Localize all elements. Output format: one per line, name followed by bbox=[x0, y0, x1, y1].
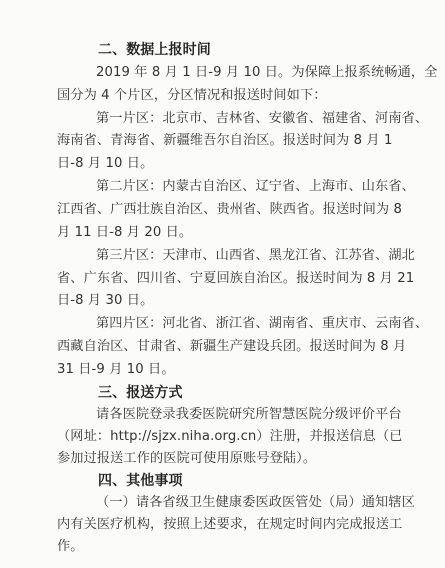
section-heading-reporting-time: 二、数据上报时间 bbox=[98, 42, 211, 58]
paragraph-line: 作。 bbox=[57, 539, 84, 554]
paragraph-line: 内有关医疗机构，按照上述要求，在规定时间内完成报送工 bbox=[57, 517, 403, 532]
paragraph-line: 国分为 4 个片区，分区情况和报送时间如下： bbox=[57, 88, 327, 103]
zone-2-line: 月 11 日-8 月 20 日。 bbox=[57, 225, 193, 240]
zone-3-line: 第三片区：天津市、山西省、黑龙江省、江苏省、湖北 bbox=[96, 248, 415, 263]
paragraph-line: 2019 年 8 月 1 日-9 月 10 日。为保障上报系统畅通，全 bbox=[96, 65, 438, 80]
zone-1-line: 海南省、青海省、新疆维吾尔自治区。报送时间为 8 月 1 bbox=[57, 133, 393, 148]
zone-2-line: 第二片区：内蒙古自治区、辽宁省、上海市、山东省、 bbox=[96, 179, 415, 194]
zone-4-line: 西藏自治区、甘肃省、新疆生产建设兵团。报送时间为 8 月 bbox=[57, 339, 407, 354]
zone-3-line: 省、广东省、四川省、宁夏回族自治区。报送时间为 8 月 21 bbox=[57, 271, 415, 286]
zone-1-line: 日-8 月 10 日。 bbox=[57, 156, 154, 171]
paragraph-line: 参加过报送工作的医院可使用原账号登陆）。 bbox=[57, 451, 317, 466]
section-heading-submission-method: 三、报送方式 bbox=[98, 385, 183, 401]
paragraph-line: （网址：http://sjzx.niha.org.cn）注册，并报送信息（已 bbox=[57, 429, 403, 444]
paragraph-line: （一）请各省级卫生健康委医政医管处（局）通知辖区 bbox=[96, 495, 415, 510]
zone-1-line: 第一片区：北京市、吉林省、安徽省、福建省、河南省、 bbox=[96, 111, 429, 126]
paragraph-line: 请各医院登录我委医院研究所智慧医院分级评价平台 bbox=[96, 407, 402, 422]
zone-4-line: 第四片区：河北省、浙江省、湖南省、重庆市、云南省、 bbox=[96, 316, 429, 331]
zone-2-line: 江西省、广西壮族自治区、贵州省、陕西省。报送时间为 8 bbox=[57, 202, 402, 217]
zone-4-line: 31 日-9 月 10 日。 bbox=[57, 362, 175, 377]
section-heading-other-matters: 四、其他事项 bbox=[98, 473, 183, 489]
zone-3-line: 日-8 月 30 日。 bbox=[57, 293, 154, 308]
